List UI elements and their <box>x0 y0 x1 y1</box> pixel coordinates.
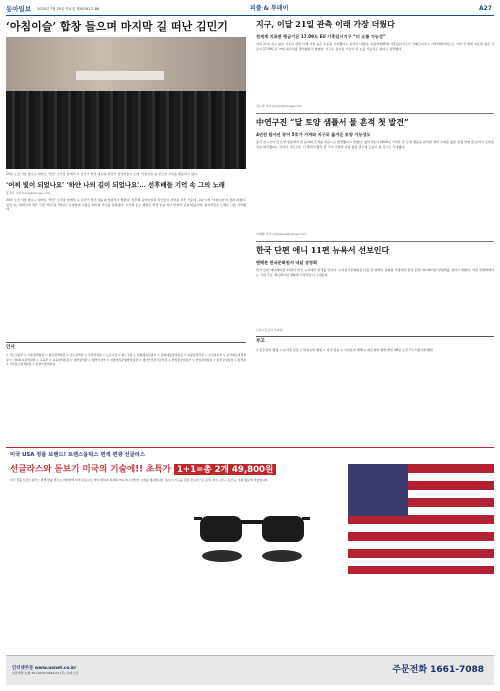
ad-price: 1+1=총 2개 49,800원 <box>174 464 276 475</box>
climate-byline: 김보라 기자 purple@donga.com <box>256 104 302 109</box>
right-column <box>256 20 494 376</box>
animation-body: 한국 단편 애니메이션 11편이 미국 뉴욕에서 관객을 만난다. 뉴욕한국문화원은 다음 달 맨해튼 문화원 극장에서 한국 단편 애니메이션 상영회를 연다고 밝혔다. 이번 상영회에서는 국내 주요 애니메이션 영화제 수상작들이 소개된다. <box>256 268 494 277</box>
main-headline: ‘아침이슬’ 합창 들으며 마지막 길 떠난 김민기 <box>6 20 228 33</box>
article-body: 24일 오전 서울 종로구 대학로 ‘학전’ 소극장 앞에서 고 김민기 학전 대표의 영결식이 열렸다. 선후배 음악인들과 시민들이 자리를 지킨 가운데 그의 노래 ‘아침이슬’이 울려 퍼졌다. 김민기는 대학로의 작은 극장 ‘학전’을 33년간 운영하며 수많은 배우와 가수를 길러냈다. 고인의 운구 행렬은 학전 앞을 지나 마지막 길을 떠났으며, 참석자들은 노래로 그를 기억했다. <box>6 198 246 212</box>
divider <box>256 113 494 114</box>
animation-headline: 한국 단편 애니 11편 뉴욕서 선보인다 <box>256 245 390 256</box>
ad-header-bar <box>6 448 494 464</box>
issue-date: 2024년 7월 25일 목요일 제30761호 B6 <box>37 7 100 12</box>
ad-bank-account: 입금계좌 농협 301-0232-0924-01 (주) 유에스넷 <box>12 671 79 676</box>
sunglasses-icon <box>192 498 312 568</box>
article-subhead: ‘어찌 빛이 되었나요’ ‘하얀 나의 길이 되었나요’… 선후배들 기억 속 그의 노래 <box>6 181 225 190</box>
animation-byline: 뉴욕=김보라 특파원 <box>256 328 283 333</box>
animation-subhead: 맨해튼 한국문화원서 내달 상영회 <box>256 259 318 265</box>
moon-body: 중국 연구진이 달 토양 샘플에서 물 분자의 흔적을 처음으로 발견했다고 밝혔다. 창어 5호가 2020년 가져온 달 토양 샘플을 분석한 결과 수화물 광물 결정 안에 물 분자가 포함된 것을 확인했다는 것이다. 연구진은 이 발견이 향후 달 기지 건설과 자원 활용 연구에 도움이 될 것으로 기대했다. <box>256 140 494 149</box>
flag-canton <box>348 464 408 516</box>
ad-description: 미국 정품 트랜스옵틱스 변색 편광 렌즈는 자외선에 따라 자동으로 색이 변하여 실내외 어디서나 편안한 시야를 제공합니다. 돋보기 기능을 갖춘 선글라스로 운전, 낚시, 골프, 등산 등 야외 활동에 적합합니다. <box>10 478 269 483</box>
obituary-title: 부고 <box>256 336 494 345</box>
page-number: A27 <box>479 5 492 13</box>
sunglasses-advertisement <box>6 447 494 685</box>
moon-headline: 中연구진 “달 토양 샘플서 물 흔적 첫 발견” <box>256 117 409 128</box>
climate-subhead: 전세계 지표면 평균기온 17.09도 EU 기후감시기구 “더 오를 가능성” <box>256 33 386 39</box>
moon-byline: 이채완 기자 chaewani@donga.com <box>256 232 307 237</box>
ad-header: 미국 USA 정품 브랜드! 트랜스옵틱스 변색 편광 선글라스 <box>10 452 145 459</box>
theater-banner <box>76 71 164 80</box>
section-title: 피플 & 투데이 <box>250 5 289 13</box>
building-backdrop <box>6 37 246 95</box>
ad-phone-number: 주문전화 1661-7088 <box>392 665 484 676</box>
ad-title-text: 선글라스와 돋보기 미국의 기술에!! 초특가 <box>10 464 171 475</box>
climate-headline: 지구, 이달 21일 관측 이래 가장 더웠다 <box>256 19 395 29</box>
obituary-body: ◇ 김무성씨 별세 = 유가족 일동 ◇ 박정숙씨 별세 = 자녀 일동 ◇ 이상호씨 별세 ◇ 최은영씨 별세 발인 26일 오전 7시 서울아산병원 <box>256 348 433 353</box>
us-flag-graphic <box>348 464 494 574</box>
divider <box>256 241 494 242</box>
funeral-photo <box>6 37 246 169</box>
personnel-list: ◇ 국토교통부 ▽ 교통정책실장 ▽ 항공정책실장 ▽ 국토정책관 ▽ 주택정책관 ▽ 도로국장 ▽ 철도국장 ◇ 문화체육관광부 ▽ 문화예술정책실장 ▽ 관광정책국장 ◇ 보건복지부 ▽ 보건의료정책실장 ▽ 사회복지정책실장 ◇ 교육부 ▽ 교육정책실장 ▽ 대학정책관 ◇ 행정안전부 ▽ 지방자치균형발전실장 ▽ 재난안전관리본부장 ◇ 산업통상자원부 ▽ 산업정책실장 ▽ 통상교섭실장 ◇ 환경부 ▽ 기후탄소정책실장 ▽ 물관리정책실장 <box>6 353 246 367</box>
newspaper-logo: 동아일보 <box>6 5 32 14</box>
climate-body: 이달 21일 지구 평균 기온이 관측 이래 가장 높은 수준을 기록했다는 분석이 나왔다. 유럽연합(EU) 기후감시기구인 코페르니쿠스 기후변화서비스는 이날 전 세계 지표면 평균 기온이 17.09도로 역대 최고치를 경신했다고 밝혔다. 기구는 올여름 기온이 더 오를 가능성도 있다고 전망했다. <box>256 42 494 51</box>
left-column <box>6 20 246 468</box>
page-header <box>6 4 494 16</box>
article-byline: 홍정수 기자 hong@donga.com <box>6 191 50 196</box>
personnel-title: 인사 <box>6 342 246 351</box>
ad-order-info <box>6 666 152 676</box>
ad-order-site: 인터넷주문 www.usnet.co.kr <box>12 665 77 671</box>
ad-footer <box>6 655 494 685</box>
mourners-crowd <box>6 91 246 169</box>
moon-subhead: 4년전 탐사선 창어 5호가 가져와 지구로 옮겨온 토양 가능성도 <box>256 131 371 137</box>
photo-caption: 24일 오전 서울 종로구 대학로 ‘학전’ 소극장 앞에서 고 김민기 학전 대표의 영결식 참석자들이 노래 ‘아침이슬’을 부르며 고인을 배웅하고 있다. <box>6 172 198 177</box>
